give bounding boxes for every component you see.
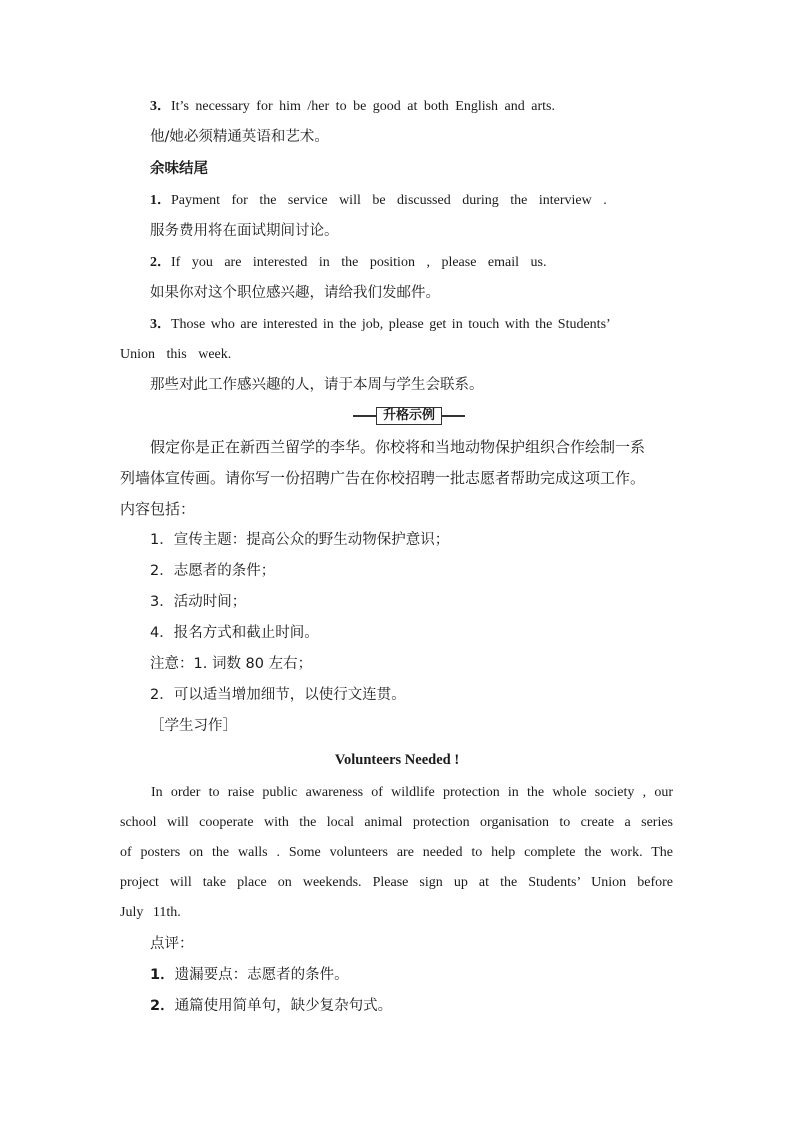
item-text: 通篇使用简单句，缺少复杂句式。 <box>174 998 393 1014</box>
ending-item-3-en-line1 <box>150 315 611 335</box>
comment-label: 点评： <box>150 936 194 952</box>
item-number: 1． <box>150 967 175 983</box>
essay-line-2: school will cooperate with the local animal protection organisation to create a series <box>120 815 673 830</box>
task-note-2: 2．可以适当增加细节，以使行文连贯。 <box>150 687 406 703</box>
task-intro-line3: 内容包括： <box>120 500 196 518</box>
comment-item-2 <box>150 996 392 1016</box>
sentence-text: It’s necessary for him /her to be good at both English and arts. <box>171 99 555 114</box>
ending-item-2-en <box>150 253 546 273</box>
sentence-3-zh: 他/她必须精通英语和艺术。 <box>150 129 329 145</box>
task-intro-line2: 列墙体宣传画。请你写一份招聘广告在你校招聘一批志愿者帮助完成这项工作。 <box>120 469 646 487</box>
item-text: 遗漏要点：志愿者的条件。 <box>174 967 349 983</box>
essay-line-3: of posters on the walls . Some volunteers are needed to help complete the work. The <box>120 845 673 860</box>
essay-line-5: July 11th. <box>120 905 181 920</box>
item-text: If you are interested in the position , please email us. <box>171 255 547 270</box>
essay-line-1: In order to raise public awareness of wildlife protection in the whole society , our <box>151 785 673 800</box>
upgrade-example-banner <box>353 406 465 426</box>
item-text: Those who are interested in the job, please get in touch with the Students’ <box>171 317 611 332</box>
ending-item-2-zh: 如果你对这个职位感兴趣，请给我们发邮件。 <box>150 285 440 301</box>
item-number: 2． <box>150 998 175 1014</box>
task-note-1: 注意：1. 词数 80 左右； <box>150 656 313 672</box>
item-number: 1． <box>150 193 171 208</box>
item-text: Payment for the service will be discussed during the interview . <box>171 193 607 208</box>
essay-title: Volunteers Needed ! <box>334 752 460 768</box>
ending-item-3-zh: 那些对此工作感兴趣的人，请于本周与学生会联系。 <box>150 377 484 393</box>
item-number: 3． <box>150 317 171 332</box>
banner-label: 升格示例 <box>376 407 442 425</box>
task-point-2: 2．志愿者的条件； <box>150 563 276 579</box>
ending-item-3-en-line2: Union this week. <box>120 347 232 362</box>
essay-line-4: project will take place on weekends. Please sign up at the Students’ Union before <box>120 875 673 890</box>
student-work-label: ［学生习作］ <box>150 718 237 734</box>
sentence-number: 3． <box>150 99 171 114</box>
sentence-3-en <box>150 97 555 117</box>
comment-item-1 <box>150 965 349 985</box>
task-intro-line1: 假定你是正在新西兰留学的李华。你校将和当地动物保护组织合作绘制一系 <box>150 438 646 456</box>
section-heading-ending: 余味结尾 <box>150 161 208 177</box>
item-number: 2． <box>150 255 171 270</box>
task-point-1: 1．宣传主题：提高公众的野生动物保护意识； <box>150 532 450 548</box>
task-point-4: 4．报名方式和截止时间。 <box>150 625 319 641</box>
ending-item-1-zh: 服务费用将在面试期间讨论。 <box>150 223 339 239</box>
task-point-3: 3．活动时间； <box>150 594 247 610</box>
ending-item-1-en <box>150 191 607 211</box>
